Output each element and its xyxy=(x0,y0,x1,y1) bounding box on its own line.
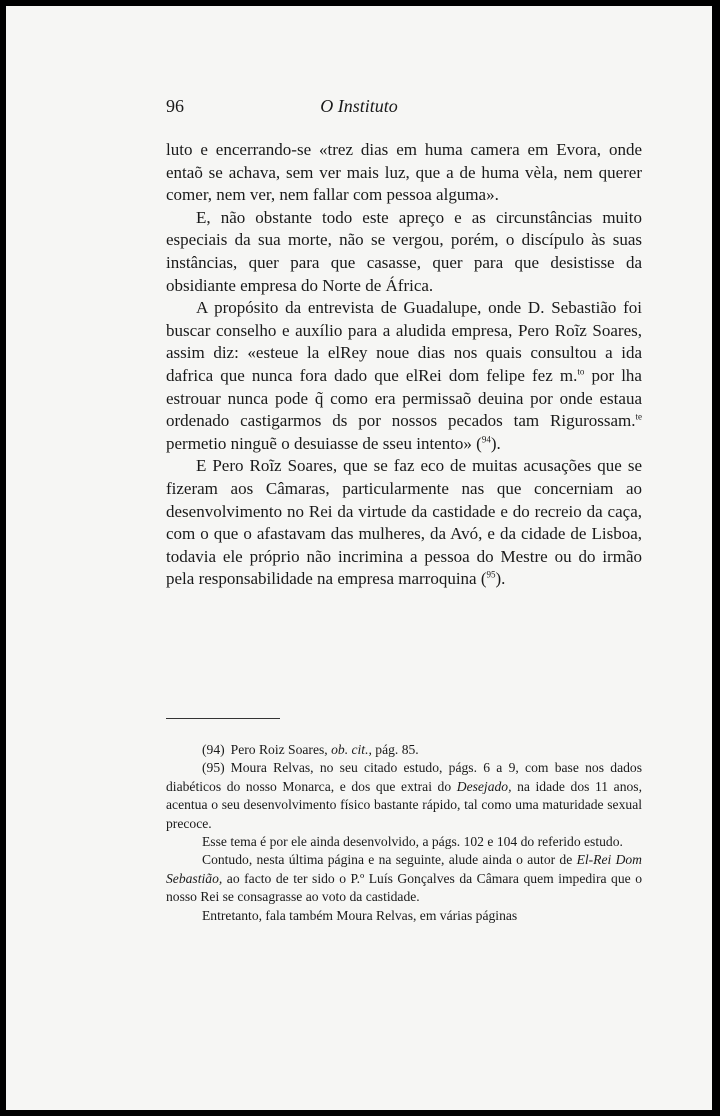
page-header xyxy=(6,96,712,120)
footnote-95-continued: Contudo, nesta última página e na seguinte, alude ainda o autor de El-Rei Dom Sebastião, ao facto de ter sido o P.º Luís Gonçalves da Câmara quem impedira que o nosso Rei se consagrasse ao voto da castidade. xyxy=(166,852,643,905)
footnote-divider xyxy=(166,718,280,719)
footnotes xyxy=(166,741,642,925)
footnote-ref-94[interactable]: 94 xyxy=(481,434,491,445)
superscript-abbrev: te xyxy=(635,411,642,422)
footnote-94: (94) Pero Roiz Soares, ob. cit., pág. 85. xyxy=(202,742,419,757)
paragraph-1: luto e encerrando-se «trez dias em huma camera em Evora, onde entaõ se achava, sem ver mais luz, que a de huma vèla, nem querer comer, nem ver, nem fallar com pessoa alguma». xyxy=(166,140,642,205)
superscript-abbrev: to xyxy=(577,366,585,377)
footnote-95: (95) Moura Relvas, no seu citado estudo, págs. 6 a 9, com base nos dados diabéticos do nosso Monarca, e dos que extrai do Desejado, na idade dos 11 anos, acentua o seu desenvolvimento físico bastante rápido, tal como uma maturidade sexual precoce. xyxy=(166,760,642,831)
paragraph-2: E, não obstante todo este apreço e as circunstâncias muito especiais da sua morte, não se vergou, porém, o discípulo às suas instâncias, quer para que casasse, quer para que desistisse da obsidiante empresa do Norte de África. xyxy=(166,207,642,295)
footnote-95-continued: Esse tema é por ele ainda desenvolvido, a págs. 102 e 104 do referido estudo. xyxy=(202,834,623,850)
body-text xyxy=(166,139,642,591)
page-number: 96 xyxy=(166,96,184,116)
book-page xyxy=(6,6,712,1110)
paragraph-4: E Pero Roĩz Soares, que se faz eco de muitas acusações que se fizeram aos Câmaras, particularmente nas que concerniam ao desenvolvimento no Rei da virtude da castidade e do recreio da caça, com o que o afastavam das mulheres, da Avó, e da cidade de Lisboa, todavia ele próprio não incrimina a pessoa do Mestre ou do irmão pela responsabilidade na empresa marroquina ($^{95}$). xyxy=(166,456,642,589)
footnote-marker: (95) xyxy=(202,760,225,776)
running-title: O Instituto xyxy=(320,96,398,116)
paragraph-3: A propósito da entrevista de Guadalupe, onde D. Sebastião foi buscar conselho e auxílio para a aludida empresa, Pero Roĩz Soares, assim diz: «esteue la elRey noue dias nos quais consultou a ida dafrica que nunca fora dado que elRei dom felipe fez m.$^{to}$ por lha estrouar nunca pode q̃ como era permissaõ deuina por onde estaua ordenado castigarmos ds por nossos pecados tam Rigurossam.$^{te}$ permetio ninguẽ o desuiasse de sseu intento» ($^{94}$). xyxy=(166,298,642,453)
footnote-marker: (94) xyxy=(202,742,225,757)
footnote-ref-95[interactable]: 95 xyxy=(486,569,496,580)
footnote-95-continued: Entretanto, fala também Moura Relvas, em várias páginas xyxy=(202,907,518,923)
